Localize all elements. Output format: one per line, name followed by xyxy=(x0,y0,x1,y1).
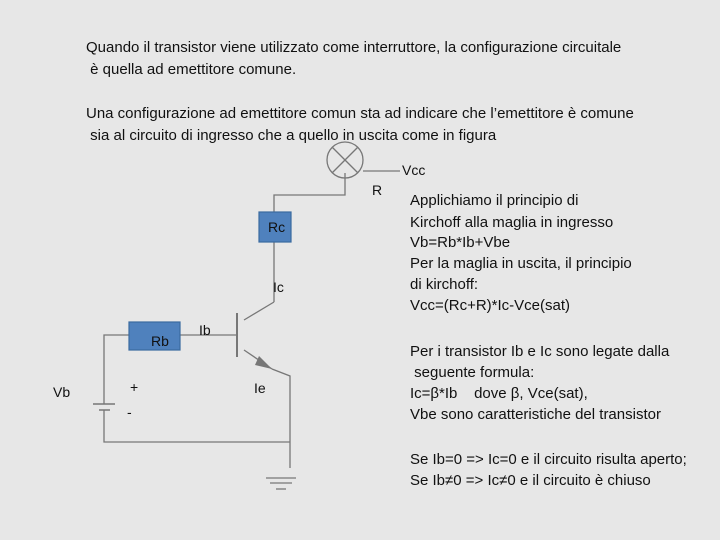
relation-line: Per i transistor Ib e Ic sono legate dalla xyxy=(410,343,670,360)
lamp-icon xyxy=(327,142,363,178)
relation-line: Vbe sono caratteristiche del transistor xyxy=(410,406,661,423)
collector-lead xyxy=(244,302,274,320)
relation-block xyxy=(410,342,669,422)
description-line-1: Una configurazione ad emettitore comun sta ad indicare che l’emettitore è comune xyxy=(86,105,634,122)
label-vcc: Vcc xyxy=(402,162,426,178)
label-r: R xyxy=(372,182,383,198)
intro-line-2: è quella ad emettitore comune. xyxy=(86,61,297,78)
kirchhoff-line: Per la maglia in uscita, il principio xyxy=(410,255,632,272)
kirchhoff-line: Vb=Rb*Ib+Vbe xyxy=(410,234,511,251)
kirchhoff-line: Applichiamo il principio di xyxy=(410,192,579,209)
kirchhoff-line: di kirchoff: xyxy=(410,276,479,293)
description-line-2: sia al circuito di ingresso che a quello in uscita come in figura xyxy=(86,127,497,144)
emitter-arrow xyxy=(255,356,272,369)
relation-line: Ic=β*Ib dove β, Vce(sat), xyxy=(410,385,588,402)
conclusion-line: Se Ib≠0 => Ic≠0 e il circuito è chiuso xyxy=(410,472,651,489)
relation-line: seguente formula: xyxy=(410,364,535,381)
kirchhoff-line: Kirchoff alla maglia in ingresso xyxy=(410,214,614,231)
label-ib: Ib xyxy=(199,322,211,338)
label-plus: + xyxy=(130,379,139,395)
kirchhoff-line: Vcc=(Rc+R)*Ic-Vce(sat) xyxy=(410,297,571,314)
wire-emitter-ground xyxy=(272,369,290,468)
wire-lamp-rc xyxy=(274,173,345,212)
label-rb: Rb xyxy=(151,333,169,349)
conclusion-block xyxy=(410,450,687,490)
label-ie: Ie xyxy=(254,380,266,396)
conclusion-line: Se Ib=0 => Ic=0 e il circuito risulta aperto; xyxy=(410,451,687,468)
wire-rb-battery xyxy=(104,335,129,404)
label-vb: Vb xyxy=(53,384,71,400)
intro-line-1: Quando il transistor viene utilizzato come interruttore, la configurazione circuitale xyxy=(86,39,622,56)
label-rc: Rc xyxy=(268,219,286,235)
label-ic: Ic xyxy=(273,279,284,295)
label-minus: - xyxy=(127,404,132,420)
kirchhoff-block xyxy=(410,191,632,314)
